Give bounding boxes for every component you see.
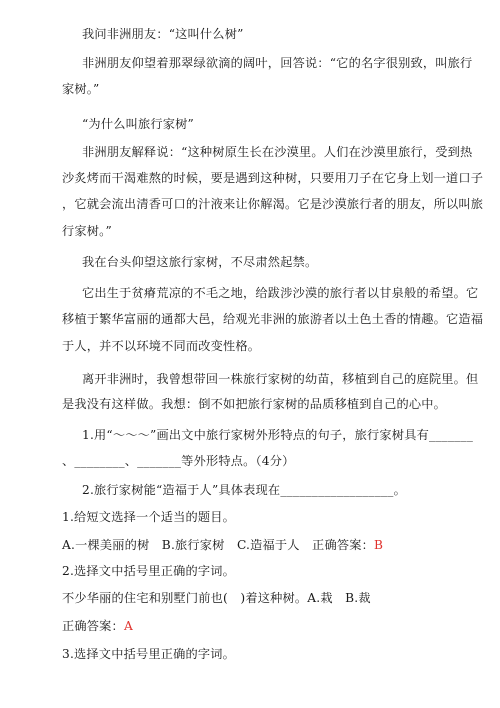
exercise-1-answer: B [374, 538, 384, 552]
paragraph-leaving-line-1: 离开非洲时，我曾想带回一株旅行家树的幼苗，移植到自己的庭院里。但 [82, 372, 479, 386]
paragraph-question-tree-name: 我问非洲朋友：“这叫什么树” [82, 27, 244, 41]
exercise-1-options [62, 538, 383, 553]
paragraph-origin-line-1: 它出生于贫瘠荒凉的不毛之地，给跋涉沙漠的旅行者以甘泉般的希望。它 [82, 286, 479, 300]
exercise-3-question: 3.选择文中括号里正确的字词。 [62, 647, 236, 661]
paragraph-explanation-line-4: 行家树。” [62, 224, 112, 238]
paragraph-origin-line-2: 移植于繁华富丽的通都大邑，给观光非洲的旅游者以土色土香的情趣。它造福 [62, 312, 484, 326]
exercise-1-question: 1.给短文选择一个适当的题目。 [62, 510, 236, 524]
paragraph-why-question: “为什么叫旅行家树” [82, 117, 194, 131]
question-2: 2.旅行家树能“造福于人”具体表现在__________________。 [82, 483, 406, 497]
paragraph-answer-line-1: 非洲朋友仰望着那翠绿欲滴的阔叶，回答说：“它的名字很别致，叫旅行 [82, 56, 473, 70]
paragraph-explanation-line-3: ，它就会流出清香可口的汁液来让你解渴。它是沙漠旅行者的朋友，所以叫旅 [62, 197, 484, 211]
question-1-line-2: 、________、_______等外形特点。（4分） [62, 454, 295, 468]
paragraph-explanation-line-2: 沙炙烤而干渴难熬的时候，要是遇到这种树，只要用刀子在它身上划一道口子 [62, 171, 484, 185]
exercise-2-answer: A [123, 619, 133, 633]
paragraph-admiration: 我在台头仰望这旅行家树，不尽肃然起禁。 [82, 255, 318, 269]
exercise-2-answer-line [62, 619, 133, 634]
paragraph-explanation-line-1: 非洲朋友解释说：“这种树原生长在沙漠里。人们在沙漠里旅行，受到热 [82, 145, 473, 159]
exercise-2-answer-label: 正确答案： [62, 619, 124, 633]
exercise-2-question: 2.选择文中括号里正确的字词。 [62, 564, 236, 578]
exercise-1-options-text: A.一棵美丽的树 B.旅行家树 C.造福于人 正确答案： [62, 538, 374, 552]
paragraph-answer-line-2: 家树。” [62, 82, 100, 96]
question-1-line-1: 1.用“～～～”画出文中旅行家树外形特点的句子，旅行家树具有_______ [82, 428, 474, 442]
paragraph-leaving-line-2: 是我没有这样做。我想：倒不如把旅行家树的品质移植到自己的心中。 [62, 397, 447, 411]
exercise-2-sentence: 不少华丽的住宅和别墅门前也( )着这种树。A.栽 B.裁 [62, 591, 371, 605]
paragraph-origin-line-3: 于人，并不以环境不同而改变性格。 [62, 339, 261, 353]
